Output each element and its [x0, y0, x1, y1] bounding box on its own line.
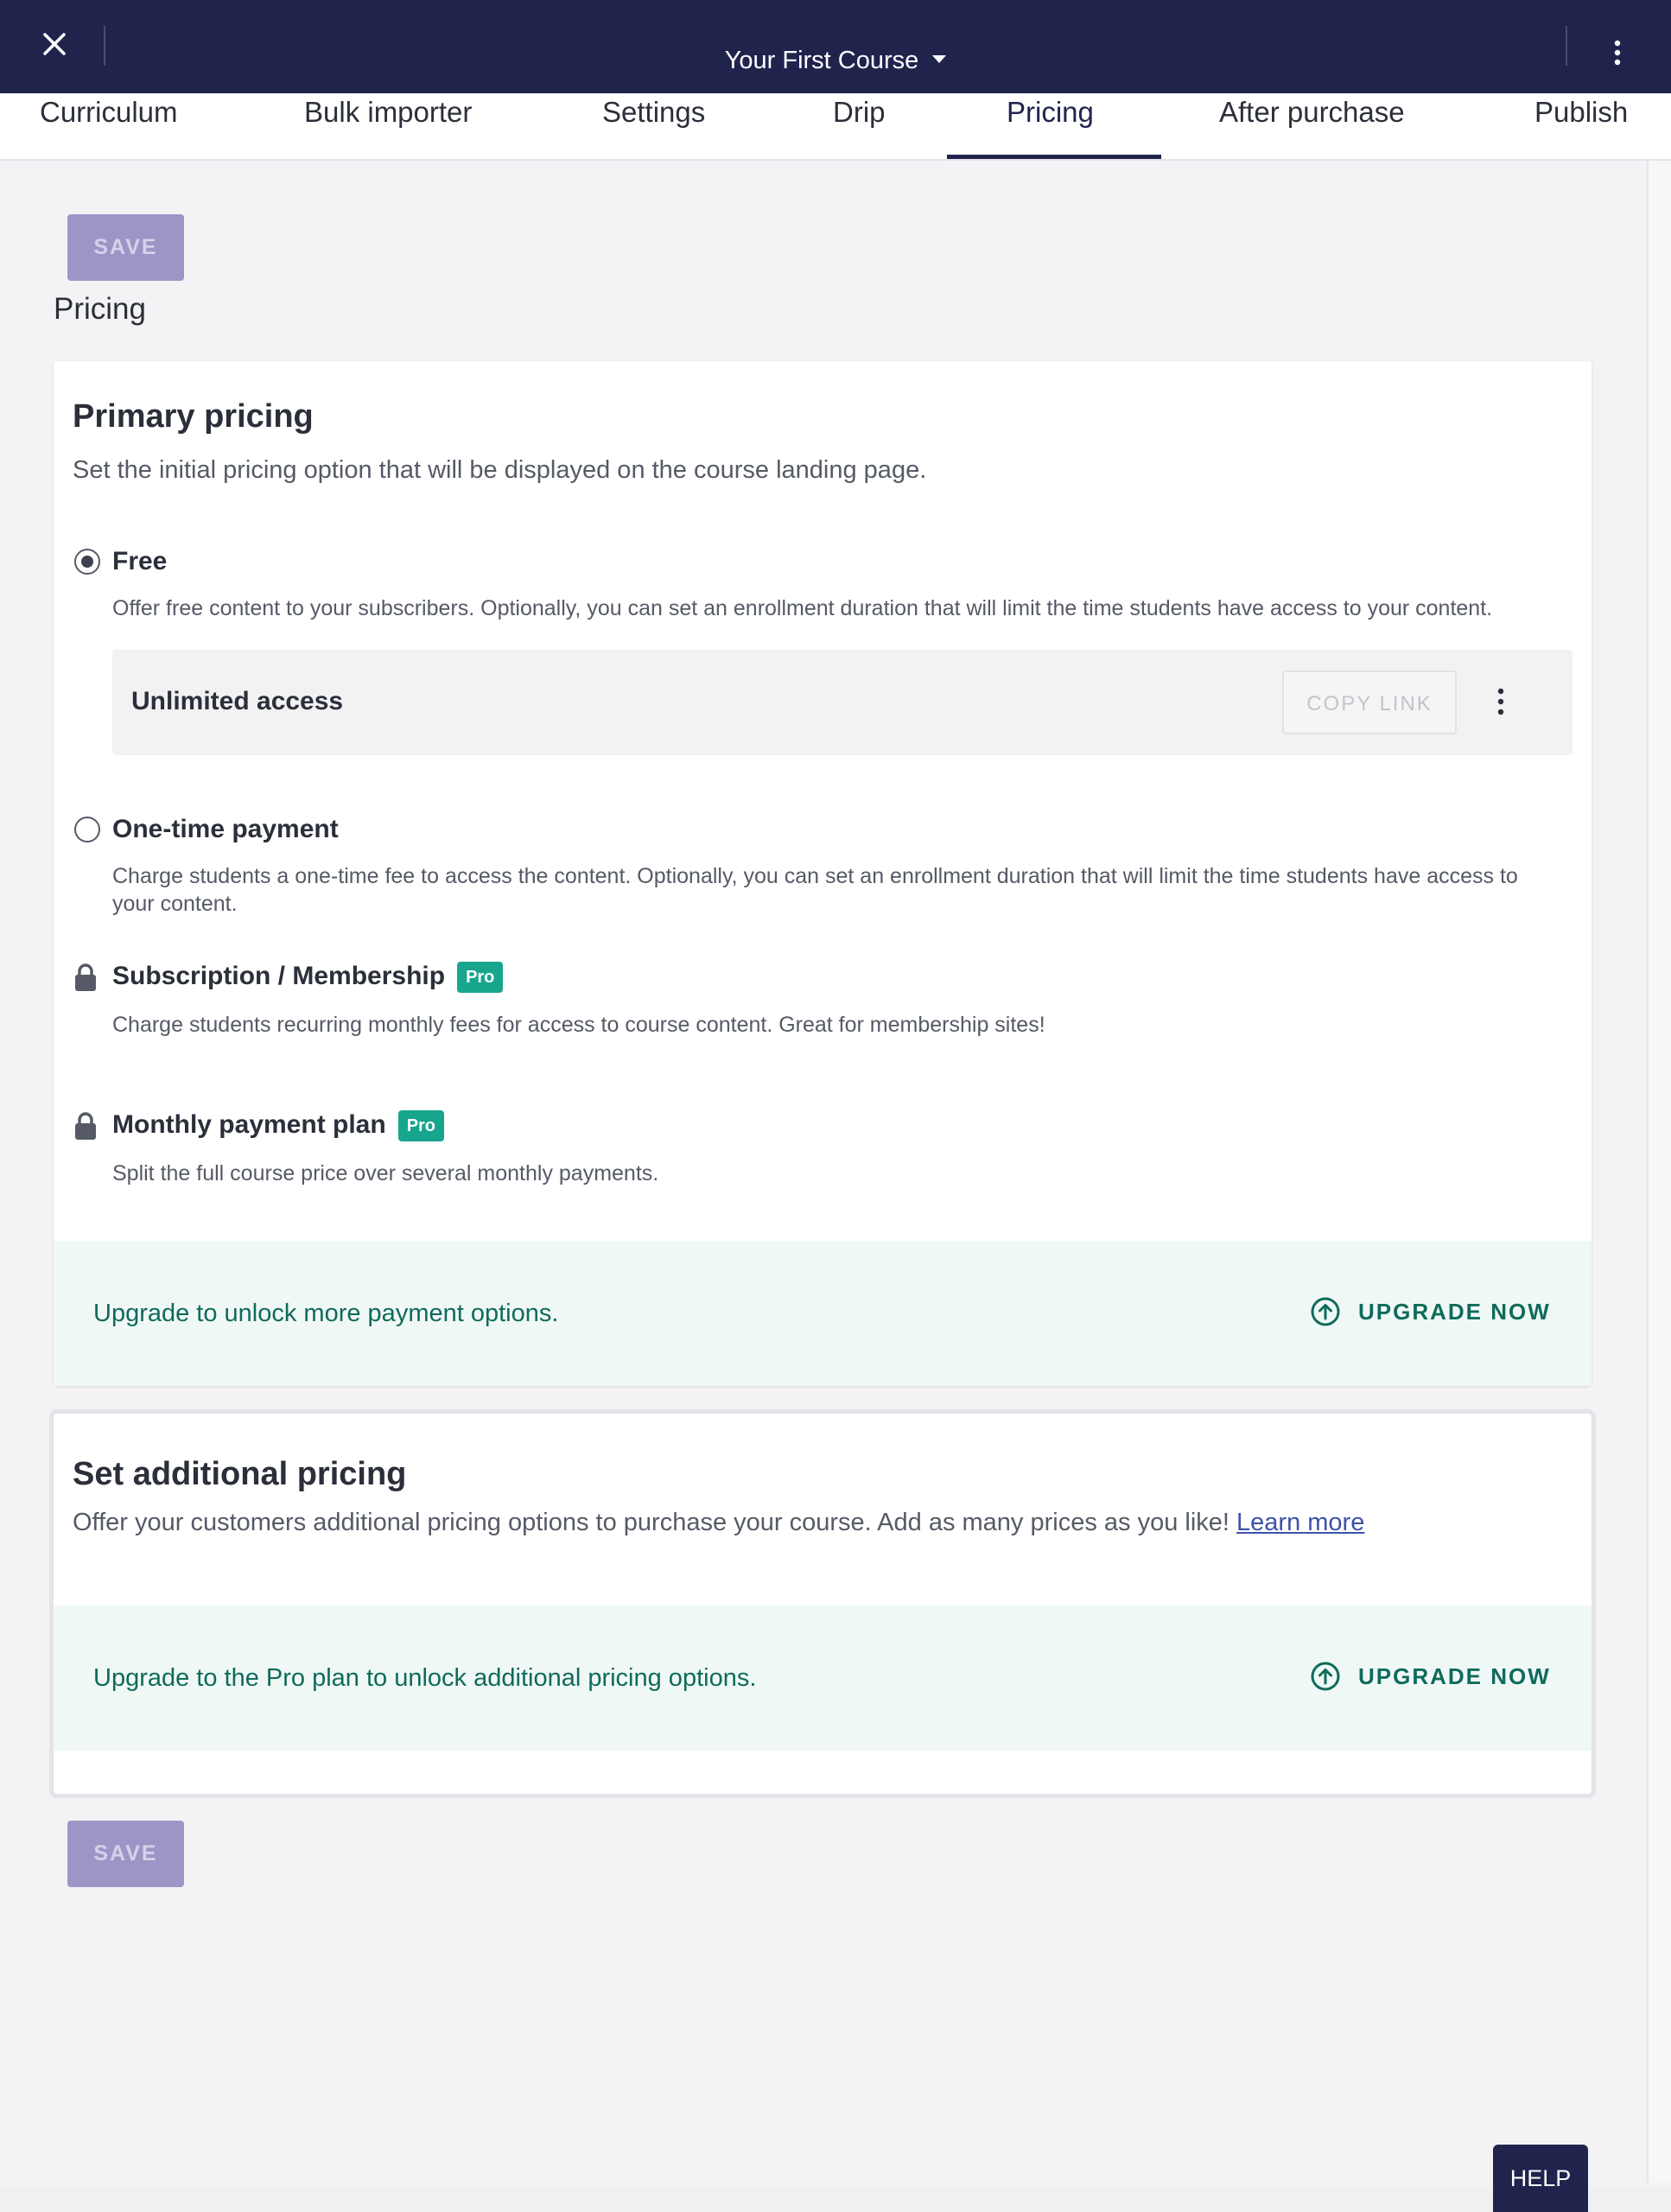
course-title: Your First Course [724, 47, 919, 74]
access-label: Unlimited access [131, 687, 344, 715]
subscription-description: Charge students recurring monthly fees for access to course content. Great for membership sites! [112, 1013, 1045, 1037]
free-radio[interactable] [74, 549, 100, 575]
one-time-payment-label: One-time payment [112, 815, 339, 843]
copy-link-button[interactable]: COPY LINK [1282, 671, 1457, 734]
unlimited-access-row [112, 650, 1573, 755]
top-bar [0, 0, 1671, 93]
monthly-plan-option [112, 1108, 444, 1142]
additional-pricing-text: Offer your customers additional pricing options to purchase your course. Add as many prices as you like! [73, 1509, 1229, 1536]
upgrade-banner [54, 1241, 1592, 1386]
upgrade-banner [54, 1605, 1592, 1751]
additional-pricing-title: Set additional pricing [73, 1456, 407, 1492]
primary-pricing-title: Primary pricing [73, 398, 314, 435]
free-description: Offer free content to your subscribers. Optionally, you can set an enrollment duration that will limit the time students have access to your content. [112, 596, 1493, 620]
primary-pricing-card [54, 361, 1592, 1386]
scrollbar[interactable] [1647, 161, 1671, 2183]
bottom-edge [0, 2186, 1671, 2212]
one-time-payment-description: Charge students a one-time fee to access the content. Optionally, you can set an enrollment duration that will limit the time students have access to your content. [112, 864, 1518, 916]
upgrade-text: Upgrade to the Pro plan to unlock additional pricing options. [93, 1664, 757, 1692]
active-tab-indicator [947, 155, 1161, 159]
tab-curriculum[interactable]: Curriculum [40, 96, 178, 128]
more-vertical-icon[interactable] [1607, 38, 1628, 67]
subscription-label: Subscription / Membership [112, 962, 446, 990]
additional-pricing-card [54, 1414, 1592, 1794]
upgrade-text: Upgrade to unlock more payment options. [93, 1300, 559, 1327]
tab-bulk-importer[interactable]: Bulk importer [304, 96, 473, 128]
save-button-top[interactable]: SAVE [67, 214, 184, 281]
subscription-option [112, 959, 503, 994]
upgrade-now-label: UPGRADE NOW [1358, 1663, 1551, 1689]
free-label: Free [112, 547, 168, 575]
learn-more-link[interactable]: Learn more [1236, 1509, 1365, 1536]
pro-badge: Pro [457, 962, 503, 993]
lock-icon [73, 963, 98, 992]
save-button-bottom[interactable]: SAVE [67, 1821, 184, 1887]
tab-publish[interactable]: Publish [1534, 96, 1629, 128]
arrow-up-circle-icon [1310, 1296, 1341, 1327]
pro-badge: Pro [398, 1110, 444, 1141]
chevron-down-icon [932, 55, 946, 63]
more-vertical-icon[interactable] [1493, 686, 1509, 717]
lock-icon [73, 1111, 98, 1141]
tab-pricing[interactable]: Pricing [1007, 96, 1094, 128]
tab-after-purchase[interactable]: After purchase [1219, 96, 1405, 128]
monthly-plan-description: Split the full course price over several monthly payments. [112, 1161, 659, 1185]
tab-settings[interactable]: Settings [602, 96, 706, 128]
monthly-plan-label: Monthly payment plan [112, 1110, 386, 1139]
header-divider [1566, 26, 1567, 66]
help-button[interactable]: HELP [1493, 2145, 1588, 2212]
course-title-dropdown[interactable] [0, 43, 1671, 78]
arrow-up-circle-icon [1310, 1661, 1341, 1692]
primary-pricing-subtitle: Set the initial pricing option that will be displayed on the course landing page. [73, 456, 927, 484]
course-tabs [0, 93, 1671, 161]
additional-pricing-subtitle [73, 1505, 1364, 1540]
tab-drip[interactable]: Drip [833, 96, 886, 128]
one-time-payment-radio[interactable] [74, 817, 100, 842]
upgrade-now-label: UPGRADE NOW [1358, 1299, 1551, 1325]
page-title: Pricing [54, 292, 146, 326]
